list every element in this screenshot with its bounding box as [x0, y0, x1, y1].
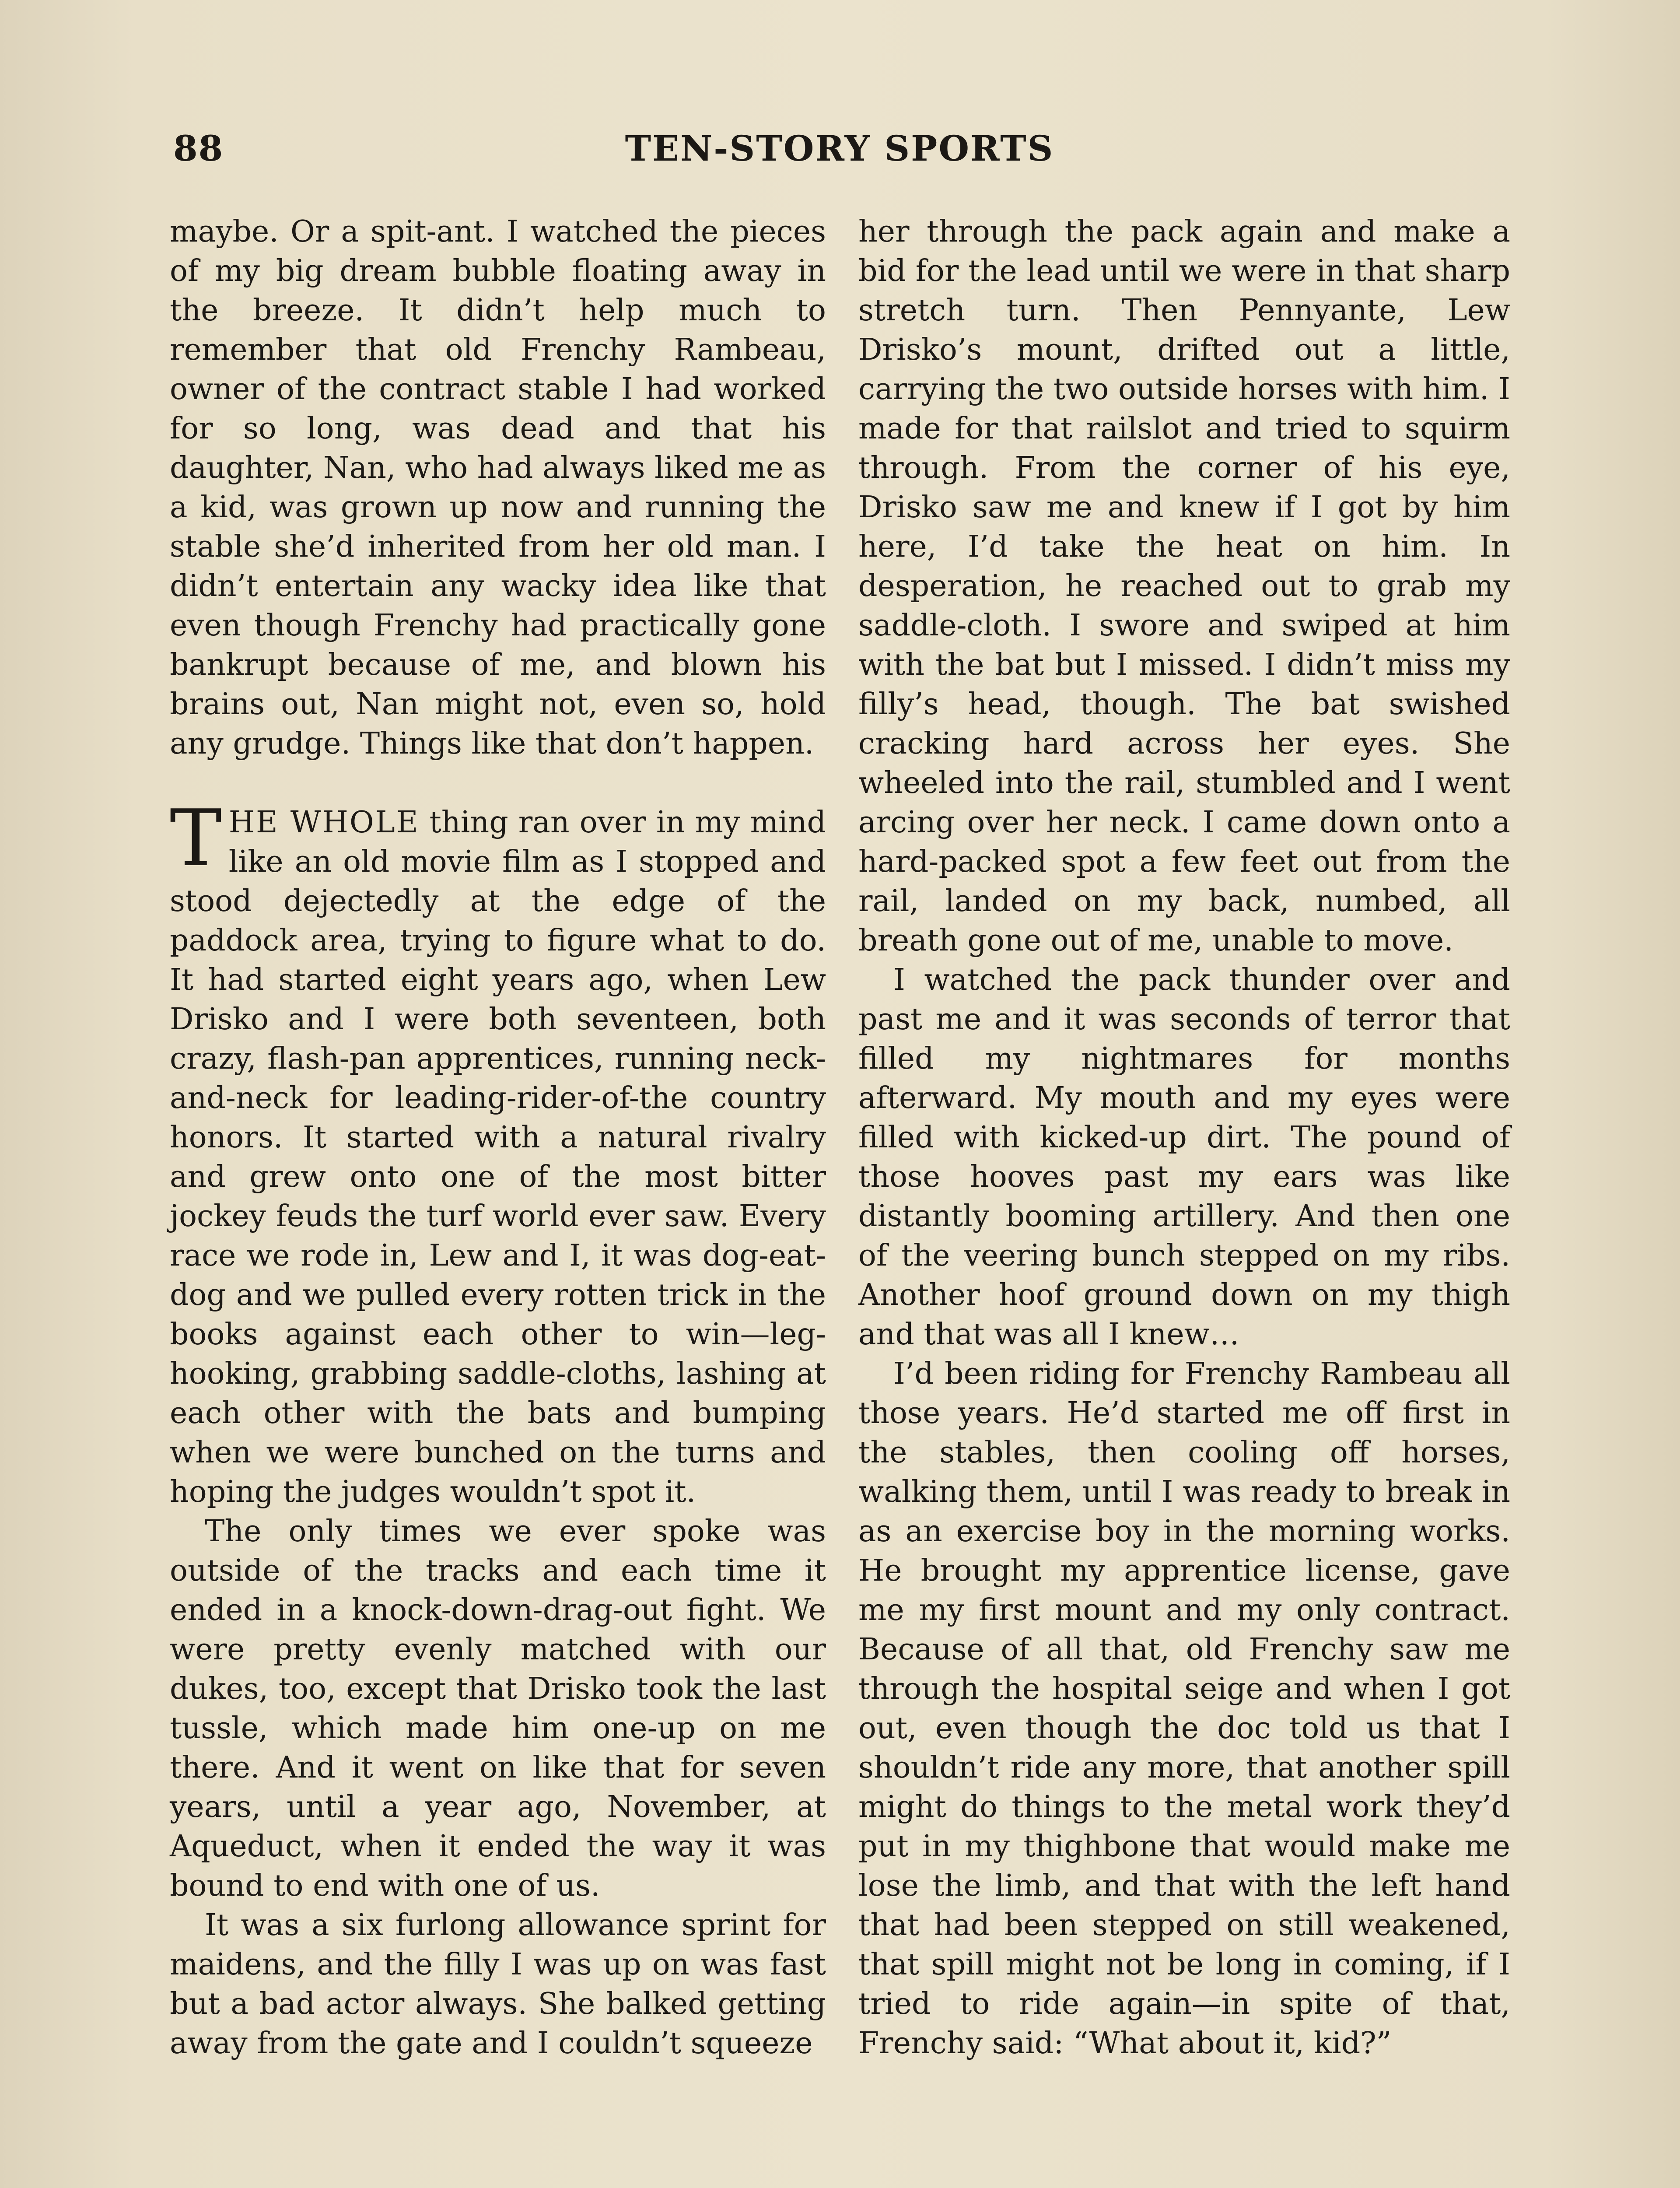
paragraph: It was a six furlong allowance sprint for maidens, and the filly I was up on was fast but a bad actor always. She balked getting away from the gate and I couldn’t squeeze	[170, 1908, 826, 2061]
paragraph: her through the pack again and make a bid for the lead until we were in that sharp stretch turn. Then Pennyante, Lew Drisko’s mount, drifted out a little, carrying the two outside horses with him. I made for that railslot and tried to squirm through. From the corner of his eye, Drisko saw me and knew if I got by him here, I’d take the heat on him. In desperation, he reached out to grab my saddle-cloth. I swore and swiped at him with the bat but I missed. I didn’t miss my filly’s head, though. The bat swished cracking hard across her eyes. She wheeled into the rail, stumbled and I went arcing over her neck. I came down onto a hard-packed spot a few feet out from the rail, landed on my back, numbed, all breath gone out of me, unable to move.	[858, 214, 1510, 958]
paragraph: I’d been riding for Frenchy Rambeau all those years. He’d started me off first in the stables, then cooling off horses, walking them, until I was ready to break in as an exercise boy in the morning works. He brought my apprentice license, gave me my first mount and my only contract. Because of all that, old Frenchy saw me through the hospital seige and when I got out, even though the doc told us that I shouldn’t ride any more, that another spill might do things to the metal work they’d put in my thighbone that would make me lose the limb, and that with the left hand that had been stepped on still weakened, that spill might not be long in coming, if I tried to ride again—in spite of that, Frenchy said: “What about it, kid?”	[858, 1357, 1510, 2061]
left-column	[170, 212, 826, 2063]
paragraph-text: thing ran over in my mind like an old movie film as I stopped and stood dejectedly at the edge of the paddock area, trying to figure what to do. It had started eight years ago, when Lew Drisko and I were both seventeen, both crazy, flash-pan apprentices, running neck-and-neck for leading-rider-of-the country honors. It started with a natural rivalry and grew onto one of the most bitter jockey feuds the turf world ever saw. Every race we rode in, Lew and I, it was dog-eat-dog and we pulled every rotten trick in the books against each other to win—leg-hooking, grabbing saddle-cloths, lashing at each other with the bats and bumping when we were bunched on the turns and hoping the judges wouldn’t spot it.	[170, 805, 826, 1509]
paragraph: The only times we ever spoke was outside of the tracks and each time it ended in a knock-down-drag-out fight. We were pretty evenly matched with our dukes, too, except that Drisko took the last tussle, which made him one-up on me there. And it went on like that for seven years, until a year ago, November, at Aqueduct, when it ended the way it was bound to end with one of us.	[170, 1514, 826, 1903]
paragraph: I watched the pack thunder over and past me and it was seconds of terror that filled my nightmares for months afterward. My mouth and my eyes were filled with kicked-up dirt. The pound of those hooves past my ears was like distantly booming artillery. And then one of the veering bunch stepped on my ribs. Another hoof ground down on my thigh and that was all I knew…	[858, 963, 1510, 1352]
page-header	[165, 128, 1514, 176]
running-head: TEN-STORY SPORTS	[625, 128, 1054, 169]
paragraph: maybe. Or a spit-ant. I watched the pieces of my big dream bubble floating away in the breeze. It didn’t help much to remember that old Frenchy Rambeau, owner of the contract stable I had worked for so long, was dead and that his daughter, Nan, who had always liked me as a kid, was grown up now and running the stable she’d inherited from her old man. I didn’t entertain any wacky idea like that even though Frenchy had practically gone bankrupt because of me, and blown his brains out, Nan might not, even so, hold any grudge. Things like that don’t happen.	[170, 214, 826, 761]
drop-cap: T	[170, 793, 222, 884]
right-column	[858, 212, 1510, 2063]
section-opening-paragraph	[170, 793, 826, 1512]
lead-in: HE WHOLE	[228, 805, 420, 840]
page-number: 88	[173, 128, 224, 169]
